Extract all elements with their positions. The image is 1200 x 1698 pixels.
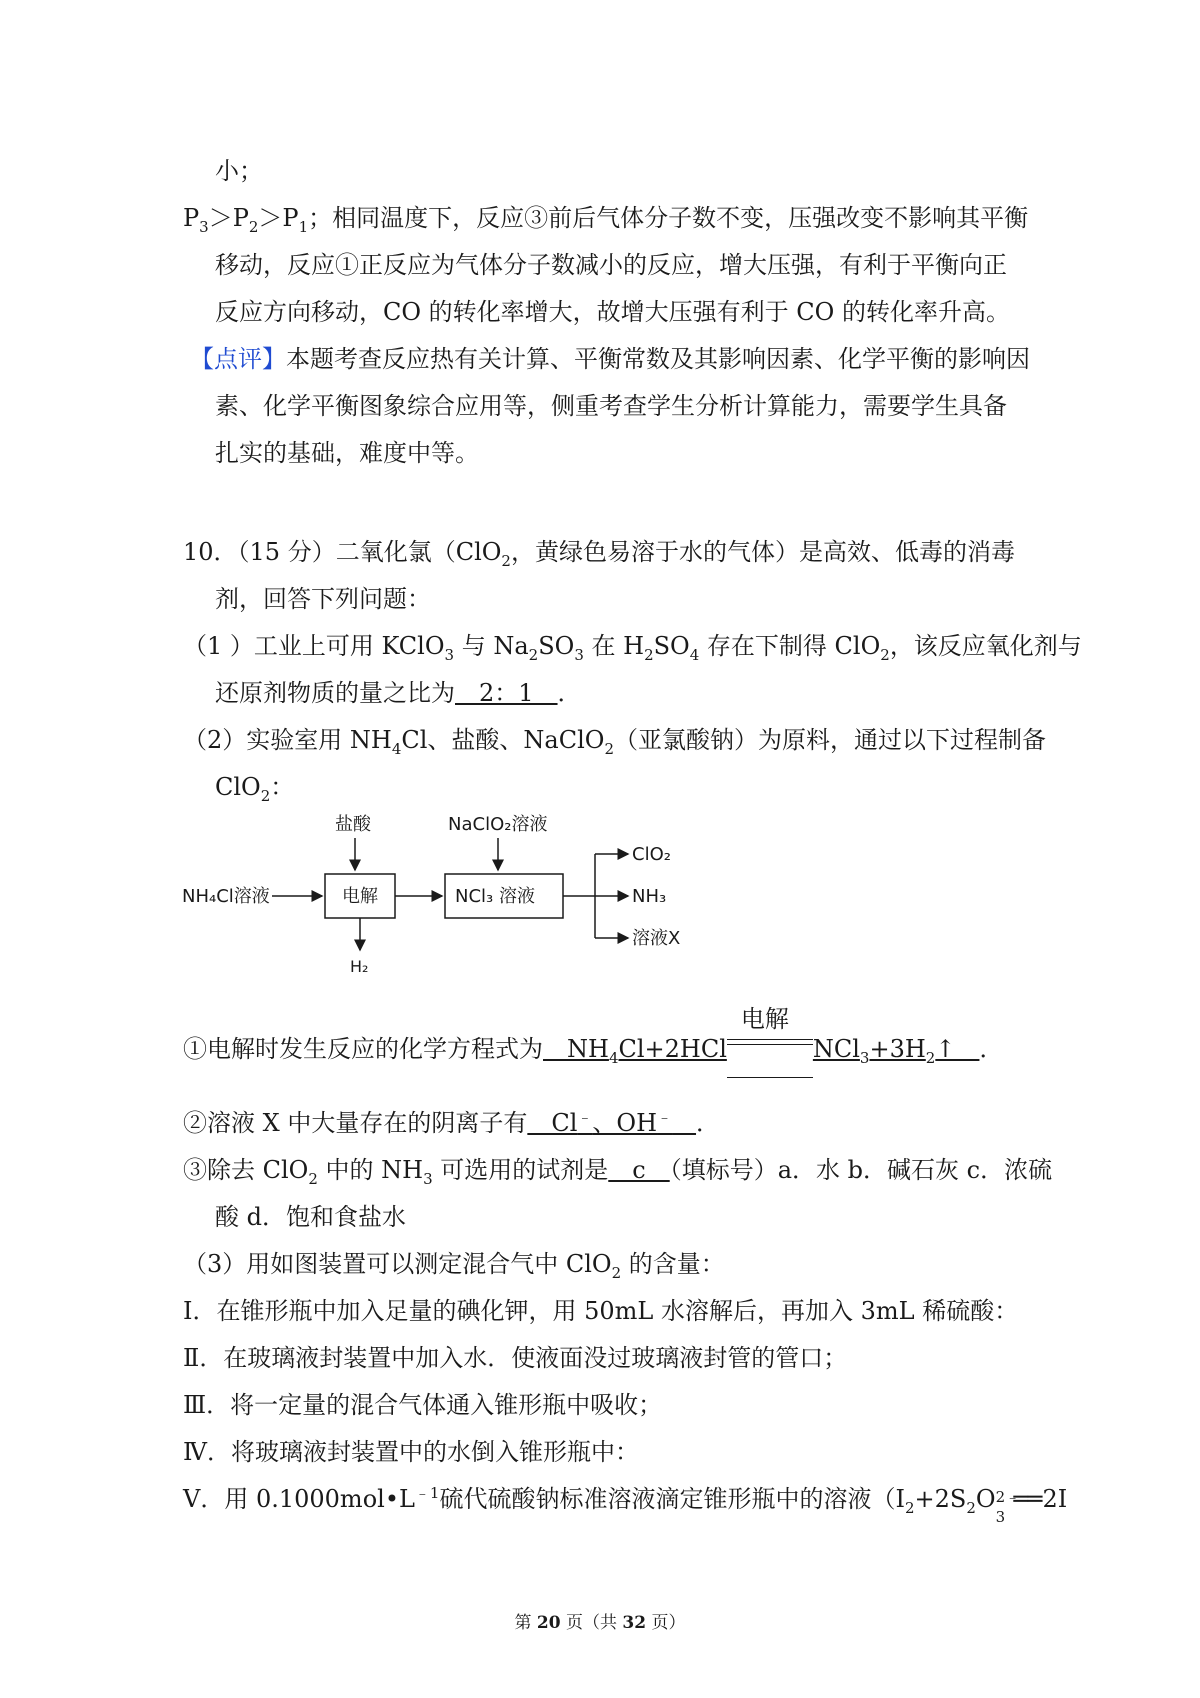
output-nh3: NH₃ xyxy=(632,886,667,907)
step-1: Ⅰ．在锥形瓶中加入足量的碘化钾，用 50mL 水溶解后，再加入 3mL 稀硫酸： xyxy=(183,1297,1019,1325)
line-p0: 小； xyxy=(215,157,263,185)
sub-q1: ①电解时发生反应的化学方程式为 $NH_4Cl+2HCl$ 电解 $NCl_3+3H_2↑$ ． xyxy=(183,1025,1003,1065)
review-line-2: 素、化学平衡图象综合应用等，侧重考查学生分析计算能力，需要学生具备 xyxy=(215,392,1007,420)
condition-label: 电解 xyxy=(740,1005,789,1033)
step-3: Ⅲ．将一定量的混合气体通入锥形瓶中吸收； xyxy=(183,1391,663,1419)
condition-underline xyxy=(727,1077,813,1078)
q10-part3: （3）用如图装置可以测定混合气中 ClO$_2$ 的含量： xyxy=(183,1250,725,1282)
answer-reagent: c xyxy=(608,1156,670,1184)
answer-equation: $NH_4Cl+2HCl$ 电解 $NCl_3+3H_2↑$ xyxy=(543,1035,979,1063)
line-p2: 移动，反应①正反应为气体分子数减小的反应，增大压强，有利于平衡向正 xyxy=(215,251,1007,279)
input-naclo2: NaClO₂溶液 xyxy=(448,814,548,835)
sub-q3: ③除去 ClO$_2$ 中的 $NH_3$ 可选用的试剂是 c （填标号）a．水 b．碱石灰 c．浓硫 xyxy=(183,1156,1053,1188)
review-tag: 【点评】 xyxy=(190,345,286,373)
answer-ratio: 2：1 xyxy=(455,679,558,707)
page-footer: 第 20 页（共 32 页） xyxy=(514,1613,686,1633)
condition-block xyxy=(727,1005,813,1057)
answer-anions: Cl﹣、OH﹣ xyxy=(527,1108,673,1137)
line-p3: 反应方向移动，CO 的转化率增大，故增大压强有利于 CO 的转化率升高。 xyxy=(215,298,1010,326)
step-4: Ⅳ．将玻璃液封装置中的水倒入锥形瓶中： xyxy=(183,1438,639,1466)
q10-heading: 10．（15 分）二氧化氯（ClO$_2$，黄绿色易溶于水的气体）是高效、低毒的消毒 xyxy=(183,538,1015,570)
sub-q2: ②溶液 X 中大量存在的阴离子有 Cl﹣、OH﹣ ． xyxy=(183,1108,721,1137)
q10-heading-2: 剂，回答下列问题： xyxy=(215,585,431,613)
equals-line-2 xyxy=(727,1044,813,1045)
box1-label: 电解 xyxy=(342,886,378,907)
q10-part1: （1 ）工业上可用 KClO$_3$ 与 $Na_2SO_3$ 在 $H_2SO_4$ 存在下制得 ClO$_2$，该反应氧化剂与 xyxy=(183,632,1082,664)
q10-part1-2: 还原剂物质的量之比为 2：1 ． xyxy=(215,679,582,707)
equals-line-1 xyxy=(727,1039,813,1040)
q10-part2: （2）实验室用 $NH_4Cl$、盐酸、NaClO$_2$（亚氯酸钠）为原料，通过以下过程制备 xyxy=(183,726,1046,758)
input-hcl: 盐酸 xyxy=(335,814,371,835)
output-clo2: ClO₂ xyxy=(632,844,671,865)
step-2: Ⅱ．在玻璃液封装置中加入水．使液面没过玻璃液封管的管口； xyxy=(183,1344,848,1372)
q10-part2-2: ClO$_2$： xyxy=(215,773,295,805)
output-solution-x: 溶液X xyxy=(632,928,681,949)
step-5: Ⅴ．用 $0.1000mol•L^{﹣1}$硫代硫酸钠标准溶液滴定锥形瓶中的溶液（$I_2+2S_2O$ 2﹣ 3 ══2I xyxy=(183,1484,1068,1526)
line-p1: $P_3>P_2>P_1$；相同温度下，反应③前后气体分子数不变，压强改变不影响其平衡 xyxy=(183,204,1029,236)
input-nh4cl: NH₄Cl溶液 xyxy=(182,886,270,907)
review-line-1: 【点评】本题考查反应热有关计算、平衡常数及其影响因素、化学平衡的影响因 xyxy=(190,345,1030,373)
sub-q3-2: 酸 d．饱和食盐水 xyxy=(215,1203,406,1231)
flow-diagram xyxy=(180,810,740,1000)
review-line-3: 扎实的基础，难度中等。 xyxy=(215,439,479,467)
box2-label: NCl₃ 溶液 xyxy=(455,886,535,907)
output-h2: H₂ xyxy=(350,957,369,976)
